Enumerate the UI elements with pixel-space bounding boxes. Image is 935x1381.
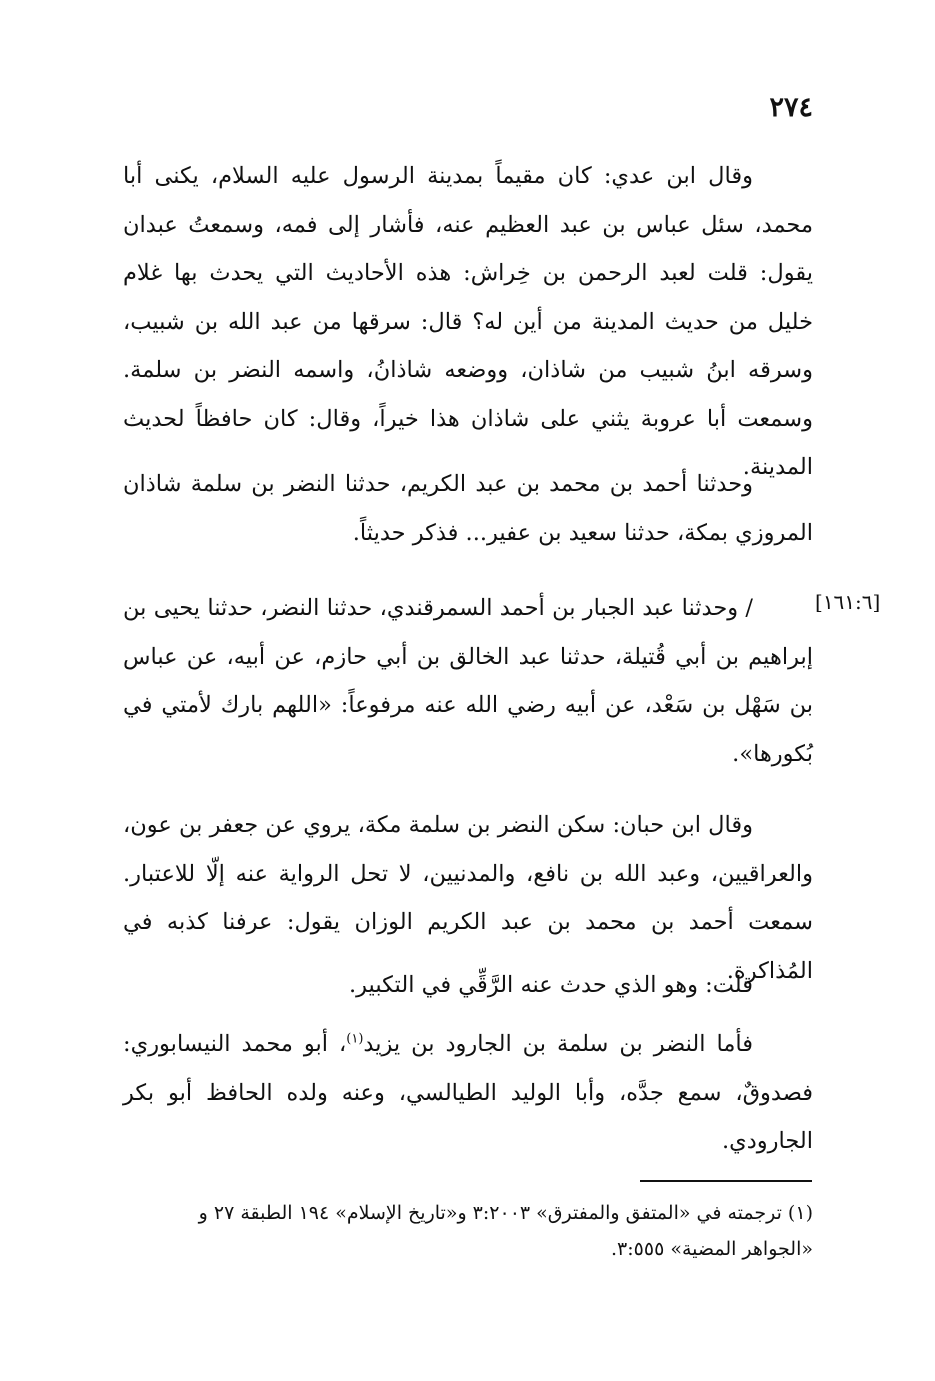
- paragraph-text-part: فأما النضر بن سلمة بن الجارود بن يزيد: [363, 1031, 754, 1057]
- paragraph-text-part: ، أبو محمد النيسابوري: فصدوقٌ، سمع جدَّه، وأبا الوليد الطيالسي، وعنه ولده الحافظ أبو بكر الجارودي.: [123, 1031, 813, 1154]
- paragraph-hadith-narration: [123, 584, 813, 778]
- paragraph-text: وحدثنا أحمد بن محمد بن عبد الكريم، حدثنا النضر بن سلمة شاذان المروزي بمكة، حدثنا سعيد بن عفير... فذكر حديثاً.: [123, 471, 813, 546]
- paragraph-ibn-adi: [123, 152, 813, 492]
- paragraph-text: وقال ابن حبان: سكن النضر بن سلمة مكة، يروي عن جعفر بن عون، والعراقيين، وعبد الله بن نافع، والمدنيين، لا تحل الرواية عنه إلّا للاعتبار. سمعت أحمد بن محمد بن عبد الكريم الوزان يقول: عرفنا كذبه في المُذاكرة.: [123, 812, 813, 984]
- margin-reference-marker: [١٦١:٦]: [815, 590, 881, 614]
- footnote-separator: [640, 1180, 812, 1182]
- paragraph-nadr-jarudi: [123, 1020, 813, 1166]
- paragraph-text: / وحدثنا عبد الجبار بن أحمد السمرقندي، حدثنا النضر، حدثنا يحيى بن إبراهيم بن أبي قُتيلة، حدثنا عبد الخالق بن أبي حازم، عن أبيه، عن عباس بن سَهْل بن سَعْد، عن أبيه رضي الله عنه مرفوعاً: «اللهم بارك لأمتي في بُكورها».: [123, 595, 813, 767]
- footnote: (١) ترجمته في «المتفق والمفترق» ٣:٢٠٠٣ و«تاريخ الإسلام» ١٩٤ الطبقة ٢٧ و «الجواهر المضية» ٣:٥٥٥.: [198, 1202, 813, 1260]
- paragraph-qultu: [123, 961, 813, 1010]
- paragraph-text: قلت: وهو الذي حدث عنه الرَّقِّي في التكبير.: [348, 972, 753, 998]
- footnote-reference: (١): [346, 1031, 364, 1047]
- paragraph-ahmad-narration: [123, 460, 813, 557]
- page-number: ٢٧٤: [769, 92, 813, 123]
- paragraph-text: [123, 1020, 813, 1166]
- paragraph-text: وقال ابن عدي: كان مقيماً بمدينة الرسول عليه السلام، يكنى أبا محمد، سئل عباس بن عبد العظيم عنه، فأشار إلى فمه، وسمعتُ عبدان يقول: قلت لعبد الرحمن بن خِراش: هذه الأحاديث التي يحدث بها غلام خليل من حديث المدينة من أين له؟ قال: سرقها من عبد الله بن شبيب، وسرقه ابنُ شبيب من شاذان، ووضعه شاذانُ، واسمه النضر بن سلمة. وسمعت أبا عروبة يثني على شاذان هذا خيراً، وقال: كان حافظاً لحديث المدينة.: [123, 163, 813, 480]
